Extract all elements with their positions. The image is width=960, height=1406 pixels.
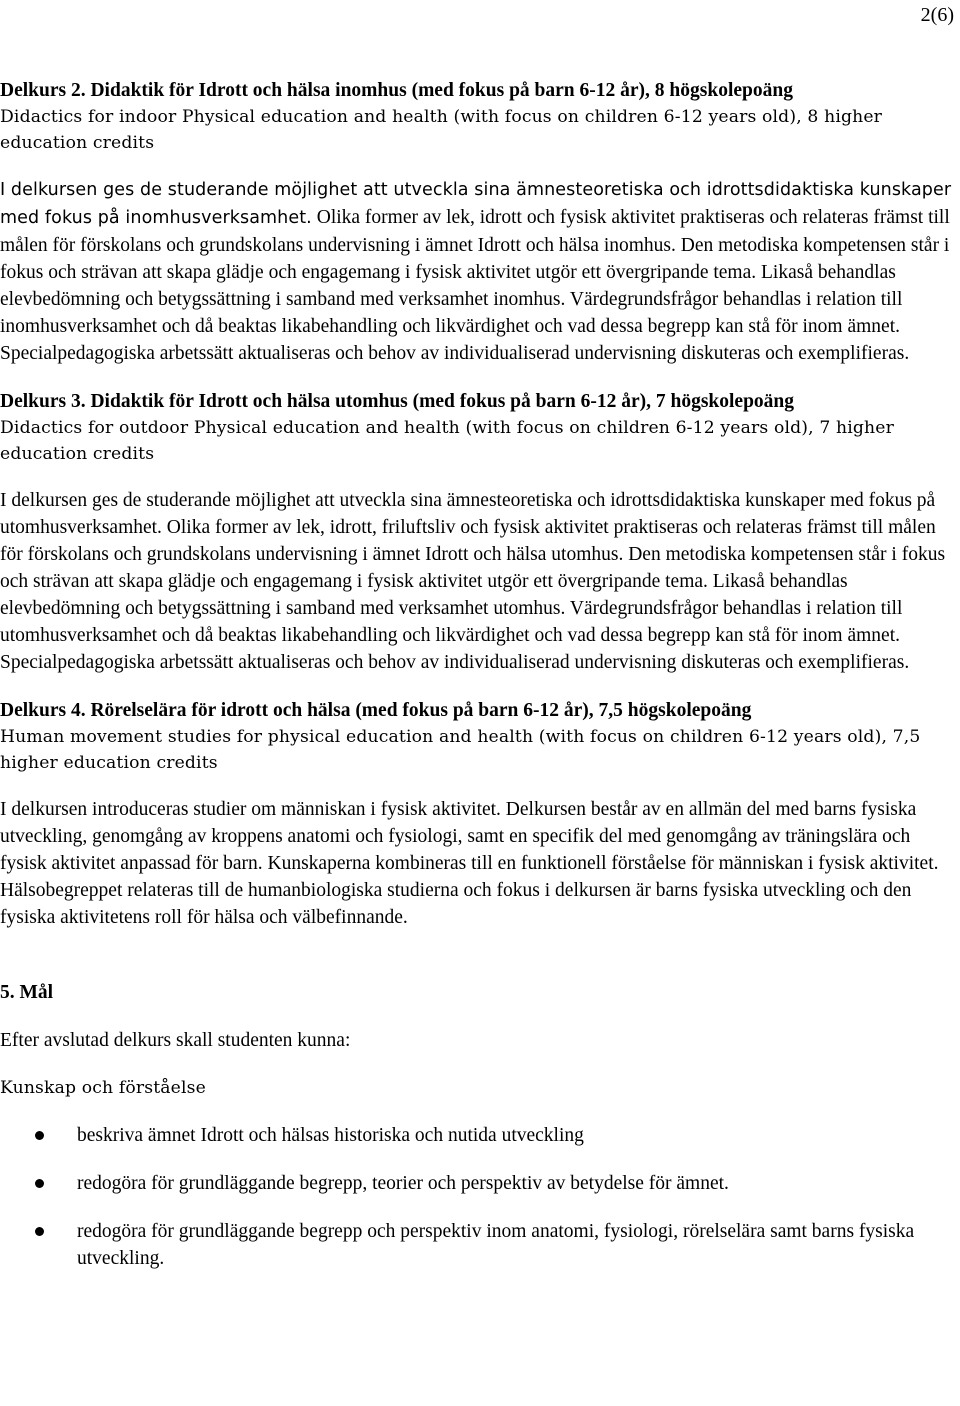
section-english-title: Didactics for outdoor Physical education and health (with focus on children 6-12 years old), 7 higher education credits (0, 418, 894, 464)
section-heading (0, 388, 956, 415)
goal-item-text: redogöra för grundläggande begrepp, teorier och perspektiv av betydelse för ämnet. (77, 1173, 729, 1194)
section-heading (0, 77, 956, 104)
goal-item (0, 1218, 956, 1272)
section-prefix: Delkurs 2. (0, 80, 86, 101)
page-number: 2(6) (920, 4, 954, 26)
section-body: I delkursen introduceras studier om människan i fysisk aktivitet. Delkursen består av en allmän del med barns fysiska utveckling, genomgång av kroppens anatomi och fysiologi, samt en specifik del med genomgång av träningslära och fysisk aktivitet anpassad för barn. Kunskaperna kombineras till en funktionell förståelse för människan i fysisk aktivitet. Hälsobegreppet relateras till de humanbiologiska studierna och fokus i delkursen är barns fysiska utveckling och den fysiska aktivitetens roll för hälsa och välbefinnande. (0, 799, 939, 928)
section-title: Rörelselära för idrott och hälsa (med fokus på barn 6-12 år), 7,5 högskolepoäng (90, 700, 752, 721)
section-body: I delkursen ges de studerande möjlighet att utveckla sina ämnesteoretiska och idrottsdidaktiska kunskaper med fokus på utomhusverksamhet. Olika former av lek, idrott, friluftsliv och fysisk aktivitet praktiseras och relateras främst till målen för förskolans och grundskolans undervisning i ämnet Idrott och hälsa utomhus. Den metodiska kompetensen står i fokus och strävan att skapa glädje och engagemang i fysisk aktivitet utgör ett övergripande tema. Likaså behandlas elevbedömning och betygssättning i samband med verksamhet utomhus. Värdegrundsfrågor behandlas i relation till utomhusverksamhet och då beaktas likabehandling och likvärdighet och vad dessa begrepp kan stå för inom ämnet. Specialpedagogiska arbetssätt aktualiseras och behov av individualiserad undervisning diskuteras och exemplifieras. (0, 490, 946, 673)
goals-list (0, 1122, 956, 1272)
section-prefix: Delkurs 3. (0, 391, 86, 412)
goal-item (0, 1122, 956, 1149)
section-english-title: Human movement studies for physical education and health (with focus on children 6-12 years old), 7,5 higher education credits (0, 727, 921, 773)
section-title: Didaktik för Idrott och hälsa utomhus (med fokus på barn 6-12 år), 7 högskolepoäng (90, 391, 795, 412)
section-delkurs-4 (0, 697, 956, 931)
section-body-rest: Olika former av lek, idrott och fysisk aktivitet praktiseras och relateras främst till målen för förskolans och grundskolans undervisning i ämnet Idrott och hälsa inomhus. Den metodiska kompetensen står i fokus och strävan att skapa glädje och engagemang i fysisk aktivitet utgör ett övergripande tema. Likaså behandlas elevbedömning och betygssättning i samband med verksamhet inomhus. Värdegrundsfrågor behandlas i relation till inomhusverksamhet och då beaktas likabehandling och likvärdighet och vad dessa begrepp kan stå för inom ämnet. Specialpedagogiska arbetssätt aktualiseras och behov av individualiserad undervisning diskuteras och exemplifieras. (0, 207, 950, 364)
goal-item-text: beskriva ämnet Idrott och hälsas historiska och nutida utveckling (77, 1125, 584, 1146)
bullet-icon (35, 1179, 44, 1188)
section-prefix: Delkurs 4. (0, 700, 86, 721)
goals-subheading: Kunskap och förståelse (0, 1078, 206, 1098)
goals-intro: Efter avslutad delkurs skall studenten kunna: (0, 1030, 351, 1051)
section-body (0, 176, 956, 367)
section-english-title: Didactics for indoor Physical education and health (with focus on children 6-12 years old), 8 higher education credits (0, 107, 883, 153)
section-body-lead: I delkursen ges de studerande möjlighet att utveckla sina ämnesteoretiska och idrottsdidaktiska kunskaper med fokus på inomhusverksamhet. (0, 180, 952, 228)
document-body (0, 77, 956, 1272)
goals-heading: 5. Mål (0, 982, 54, 1003)
goal-item (0, 1170, 956, 1197)
bullet-icon (35, 1227, 44, 1236)
bullet-icon (35, 1131, 44, 1140)
goal-item-text: redogöra för grundläggande begrepp och perspektiv inom anatomi, fysiologi, rörelselära samt barns fysiska utveckling. (77, 1221, 915, 1269)
section-heading (0, 697, 956, 724)
section-title: Didaktik för Idrott och hälsa inomhus (med fokus på barn 6-12 år), 8 högskolepoäng (90, 80, 793, 101)
section-delkurs-2 (0, 77, 956, 367)
section-delkurs-3 (0, 388, 956, 676)
